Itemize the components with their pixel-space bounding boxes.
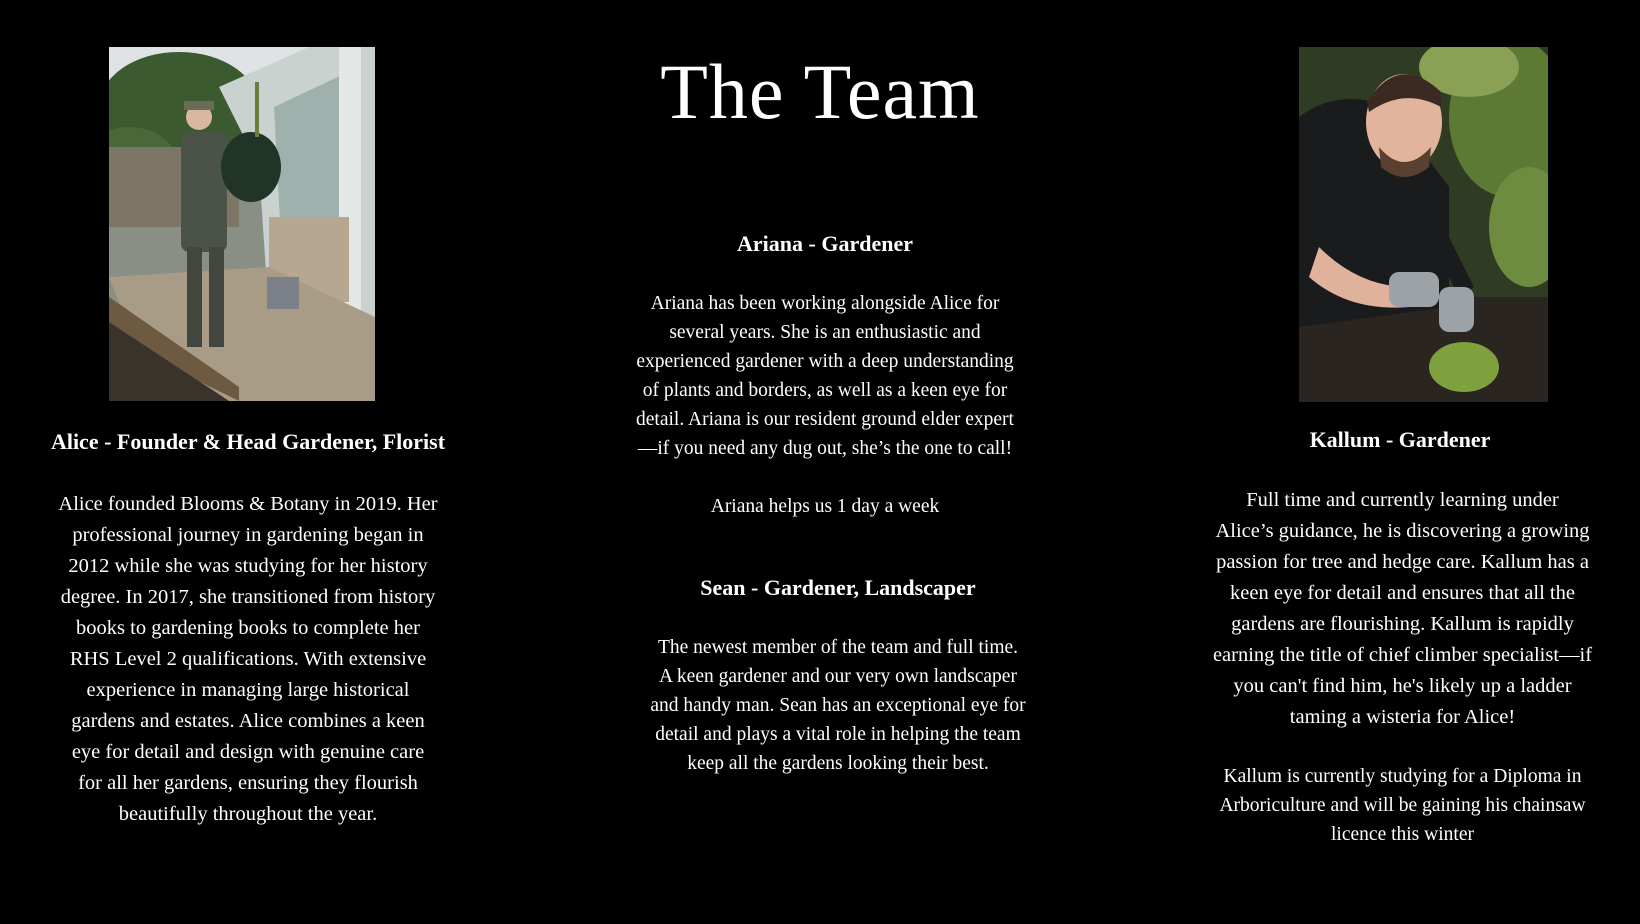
kallum-portrait-image [1299, 47, 1548, 402]
sean-bio: The newest member of the team and full time. A keen gardener and our very own landscaper and handy man. Sean has an exceptional eye for detail and plays a vital role in helping the team keep all the gardens looking their best. [650, 637, 1026, 774]
ariana-note: Ariana helps us 1 day a week [710, 496, 940, 517]
alice-name: Alice - Founder & Head Gardener, Florist [50, 429, 446, 454]
alice-bio: Alice founded Blooms & Botany in 2019. Her professional journey in gardening began in 2012 while she was studying for her history degree. In 2017, she transitioned from history books to gardening books to complete her RHS Level 2 qualifications. With extensive experience in managing large historical gardens and estates. Alice combines a keen eye for detail and design with genuine care for all her gardens, ensuring they flourish beautifully throughout the year. [58, 493, 438, 825]
page-title: The Team [660, 48, 980, 135]
alice-photo [109, 47, 375, 401]
kallum-name: Kallum - Gardener [1309, 427, 1491, 452]
kallum-note: Kallum is currently studying for a Diploma in Arboriculture and will be gaining his chainsaw licence this winter [1219, 766, 1586, 845]
ariana-bio: Ariana has been working alongside Alice for several years. She is an enthusiastic and experienced gardener with a deep understanding of plants and borders, as well as a keen eye for detail. Ariana is our resident ground elder expert —if you need any dug out, she’s the one to call! [636, 293, 1014, 459]
alice-portrait-image [109, 47, 375, 401]
ariana-name: Ariana - Gardener [737, 231, 913, 256]
sean-name: Sean - Gardener, Landscaper [700, 575, 976, 600]
kallum-photo [1299, 47, 1548, 402]
kallum-bio: Full time and currently learning under Alice’s guidance, he is discovering a growing passion for tree and hedge care. Kallum has a keen eye for detail and ensures that all the gardens are flourishing. Kallum is rapidly earning the title of chief climber specialist—if you can't find him, he's likely up a ladder taming a wisteria for Alice! [1212, 489, 1593, 728]
